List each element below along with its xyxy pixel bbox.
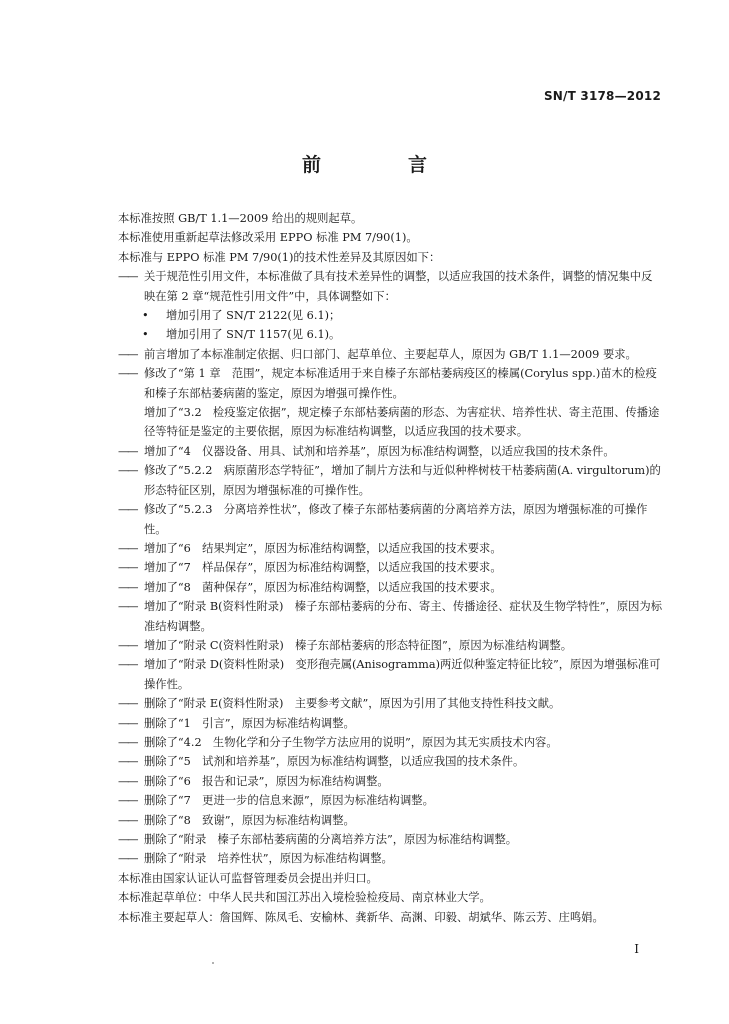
scan-speck bbox=[212, 962, 214, 964]
dash-marker: —— bbox=[118, 503, 137, 517]
change-item bbox=[118, 597, 663, 636]
dash-marker: —— bbox=[118, 541, 137, 555]
change-item bbox=[118, 694, 663, 713]
change-item bbox=[118, 636, 663, 655]
change-text: 删除了“5 试剂和培养基”，原因为标准结构调整，以适应我国的技术条件。 bbox=[144, 755, 525, 769]
bullet-text: 增加引用了 SN/T 2122(见 6.1)； bbox=[166, 309, 341, 323]
closing-line: 本标准主要起草人：詹国辉、陈凤毛、安榆林、龚新华、高渊、印毅、胡斌华、陈云芳、庄鸣娟。 bbox=[118, 910, 604, 924]
change-item bbox=[118, 267, 663, 306]
change-item bbox=[118, 403, 663, 442]
change-item bbox=[118, 849, 663, 868]
dash-marker: —— bbox=[118, 735, 137, 749]
change-text: 修改了“第 1 章 范围”，规定本标准适用于来自榛子东部枯萎病疫区的榛属(Corylus spp.)苗木的检疫和榛子东部枯萎病菌的鉴定，原因为增强可操作性。 bbox=[144, 367, 657, 400]
dash-marker: —— bbox=[118, 444, 137, 458]
change-text: 增加了“3.2 检疫鉴定依据”，规定榛子东部枯萎病菌的形态、为害症状、培养性状、寄主范围、传播途径等特征是鉴定的主要依据，原因为标准结构调整，以适应我国的技术要求。 bbox=[144, 406, 660, 439]
dash-marker: —— bbox=[118, 600, 137, 614]
dash-marker: —— bbox=[118, 833, 137, 846]
bullet-marker: • bbox=[142, 328, 149, 342]
change-text: 删除了“1 引言”，原因为标准结构调整。 bbox=[144, 716, 355, 730]
change-text: 删除了“附录 E(资料性附录) 主要参考文献”，原因为引用了其他支持性科技文献。 bbox=[144, 697, 561, 711]
change-text: 增加了“7 样品保存”，原因为标准结构调整，以适应我国的技术要求。 bbox=[144, 561, 502, 575]
change-item bbox=[118, 791, 663, 810]
change-item bbox=[118, 578, 663, 597]
change-text: 修改了“5.2.3 分离培养性状”，修改了榛子东部枯萎病菌的分离培养方法，原因为增强标准的可操作性。 bbox=[144, 503, 648, 536]
dash-marker: —— bbox=[118, 813, 137, 827]
change-text: 删除了“8 致谢”，原因为标准结构调整。 bbox=[144, 813, 355, 827]
change-item bbox=[118, 655, 663, 694]
bullet-item bbox=[118, 306, 663, 325]
change-item bbox=[118, 345, 663, 364]
change-item bbox=[118, 772, 663, 791]
closing-line: 本标准由国家认证认可监督管理委员会提出并归口。 bbox=[118, 871, 378, 885]
dash-marker: —— bbox=[118, 658, 137, 672]
bullet-marker: • bbox=[142, 309, 149, 323]
dash-marker bbox=[118, 403, 144, 442]
dash-marker: —— bbox=[118, 347, 137, 361]
change-text: 增加了“4 仪器设备、用具、试剂和培养基”，原因为标准结构调整，以适应我国的技术条件。 bbox=[144, 444, 615, 458]
change-text: 删除了“附录 培养性状”，原因为标准结构调整。 bbox=[144, 852, 393, 866]
intro-line: 本标准按照 GB/T 1.1—2009 给出的规则起草。 bbox=[118, 212, 363, 225]
change-item bbox=[118, 830, 663, 849]
change-item bbox=[118, 714, 663, 733]
change-text: 删除了“7 更进一步的信息来源”，原因为标准结构调整。 bbox=[144, 794, 434, 808]
dash-marker: —— bbox=[118, 852, 137, 866]
dash-marker: —— bbox=[118, 794, 137, 808]
intro-line: 本标准与 EPPO 标准 PM 7/90(1)的技术性差异及其原因如下： bbox=[118, 250, 441, 264]
dash-marker: —— bbox=[118, 561, 137, 575]
change-text: 删除了“6 报告和记录”，原因为标准结构调整。 bbox=[144, 774, 389, 788]
bullet-text: 增加引用了 SN/T 1157(见 6.1)。 bbox=[166, 328, 341, 342]
dash-marker: —— bbox=[118, 716, 137, 730]
dash-marker: —— bbox=[118, 270, 137, 284]
change-text: 增加了“附录 B(资料性附录) 榛子东部枯萎病的分布、寄主、传播途径、症状及生物学特性”，原因为标准结构调整。 bbox=[144, 600, 663, 633]
bullet-item bbox=[118, 325, 663, 344]
change-text: 增加了“附录 D(资料性附录) 变形孢壳属(Anisogramma)两近似种鉴定特征比较”，原因为增强标准可操作性。 bbox=[144, 658, 661, 691]
change-item bbox=[118, 811, 663, 830]
dash-marker: —— bbox=[118, 755, 137, 769]
change-item bbox=[118, 442, 663, 461]
change-text: 修改了“5.2.2 病原菌形态学特征”，增加了制片方法和与近似种桦树枝干枯萎病菌(A. virgultorum)的形态特征区别，原因为增强标准的可操作性。 bbox=[144, 464, 661, 497]
change-item bbox=[118, 752, 663, 771]
dash-marker: —— bbox=[118, 464, 137, 478]
change-item bbox=[118, 558, 663, 577]
dash-marker: —— bbox=[118, 697, 137, 711]
dash-marker: —— bbox=[118, 367, 137, 381]
change-text: 删除了“附录 榛子东部枯萎病菌的分离培养方法”，原因为标准结构调整。 bbox=[144, 833, 518, 846]
change-item bbox=[118, 539, 663, 558]
dash-marker: —— bbox=[118, 638, 137, 652]
change-item bbox=[118, 733, 663, 752]
dash-marker: —— bbox=[118, 580, 137, 594]
change-text: 增加了“6 结果判定”，原因为标准结构调整，以适应我国的技术要求。 bbox=[144, 541, 502, 555]
foreword-body bbox=[118, 209, 663, 927]
closing-line: 本标准起草单位：中华人民共和国江苏出入境检验检疫局、南京林业大学。 bbox=[118, 891, 491, 905]
page-title: 前 言 bbox=[301, 154, 461, 176]
change-text: 关于规范性引用文件，本标准做了具有技术差异性的调整，以适应我国的技术条件，调整的情况集中反映在第 2 章“规范性引用文件”中，具体调整如下： bbox=[144, 270, 653, 303]
change-text: 前言增加了本标准制定依据、归口部门、起草单位、主要起草人，原因为 GB/T 1.1—2009 要求。 bbox=[144, 347, 637, 361]
change-text: 删除了“4.2 生物化学和分子生物学方法应用的说明”，原因为其无实质技术内容。 bbox=[144, 735, 558, 749]
change-item bbox=[118, 461, 663, 500]
change-text: 增加了“附录 C(资料性附录) 榛子东部枯萎病的形态特征图”，原因为标准结构调整。 bbox=[144, 638, 572, 652]
change-item bbox=[118, 500, 663, 539]
change-text: 增加了“8 菌种保存”，原因为标准结构调整，以适应我国的技术要求。 bbox=[144, 580, 502, 594]
intro-line: 本标准使用重新起草法修改采用 EPPO 标准 PM 7/90(1)。 bbox=[118, 231, 418, 245]
standard-code: SN/T 3178—2012 bbox=[543, 89, 661, 103]
page-number: I bbox=[634, 942, 639, 956]
change-item bbox=[118, 364, 663, 403]
dash-marker: —— bbox=[118, 774, 137, 788]
